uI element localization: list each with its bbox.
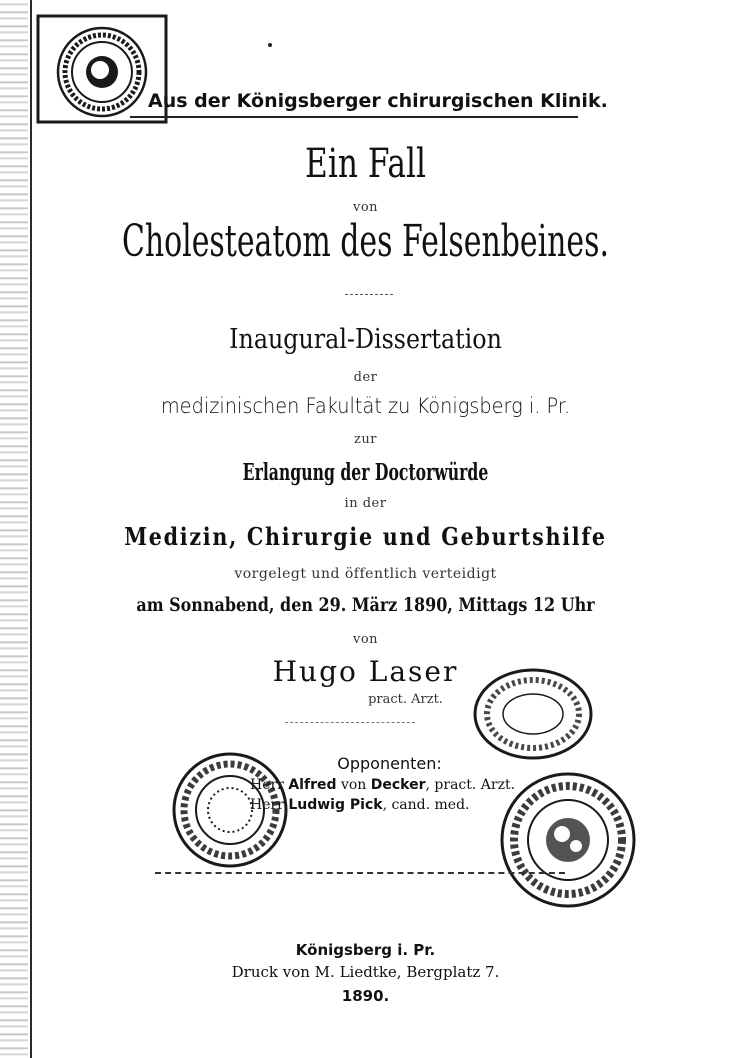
opponent-1-surname: Decker <box>370 777 426 793</box>
library-stamp-right-upper <box>455 664 595 764</box>
academy-stamp <box>170 750 290 870</box>
opponent-1-prefix: Herr <box>250 777 289 793</box>
opponent-2-prefix: Herr <box>250 797 289 813</box>
opponent-1-role: , pract. Arzt. <box>425 777 516 793</box>
title-connector: von <box>352 200 379 215</box>
divider-long <box>155 872 565 874</box>
imprint-city: Königsberg i. Pr. <box>295 941 436 959</box>
opponent-1-firstname: Alfred <box>288 777 337 793</box>
binding-line <box>30 0 32 1058</box>
imprint-printer: Druck von M. Liedtke, Bergplatz 7. <box>231 963 500 981</box>
series-heading: Aus der Königsberger chirurgischen Klinik. <box>130 88 578 118</box>
connector-zur: zur <box>354 432 377 447</box>
opponent-2-name: Ludwig Pick <box>288 797 383 813</box>
scanned-page-edge <box>0 0 28 1058</box>
faculty-line: medizinischen Fakultät zu Königsberg i. Pr. <box>160 394 571 418</box>
defense-date: am Sonnabend, den 29. März 1890, Mittags 12 Uhr <box>136 594 595 616</box>
connector-von: von <box>352 632 379 647</box>
defended-line: vorgelegt und öffentlich verteidigt <box>234 566 497 582</box>
divider-mid <box>285 722 415 723</box>
author-name: Hugo Laser <box>272 655 459 688</box>
purpose-line: Erlangung der Doctorwürde <box>242 459 489 486</box>
dissertation-kind: Inaugural-Dissertation <box>229 324 502 355</box>
fields-line: Medizin, Chirurgie und Geburtshilfe <box>124 522 607 551</box>
opponents-heading: Opponenten: <box>337 754 442 773</box>
author-degree: pract. Arzt. <box>368 692 443 707</box>
imprint-year: 1890. <box>341 987 390 1005</box>
opponent-1-particle: von <box>336 777 371 793</box>
connector-in-der: in der <box>344 496 387 511</box>
opponent-2-role: , cand. med. <box>382 797 470 813</box>
divider-short <box>345 294 393 295</box>
ink-speck <box>268 43 272 47</box>
title-line-2: Cholesteatom des Felsenbeines. <box>121 216 610 267</box>
connector-der: der <box>353 370 378 385</box>
title-line-1: Ein Fall <box>305 141 426 187</box>
library-stamp-right <box>498 770 638 910</box>
